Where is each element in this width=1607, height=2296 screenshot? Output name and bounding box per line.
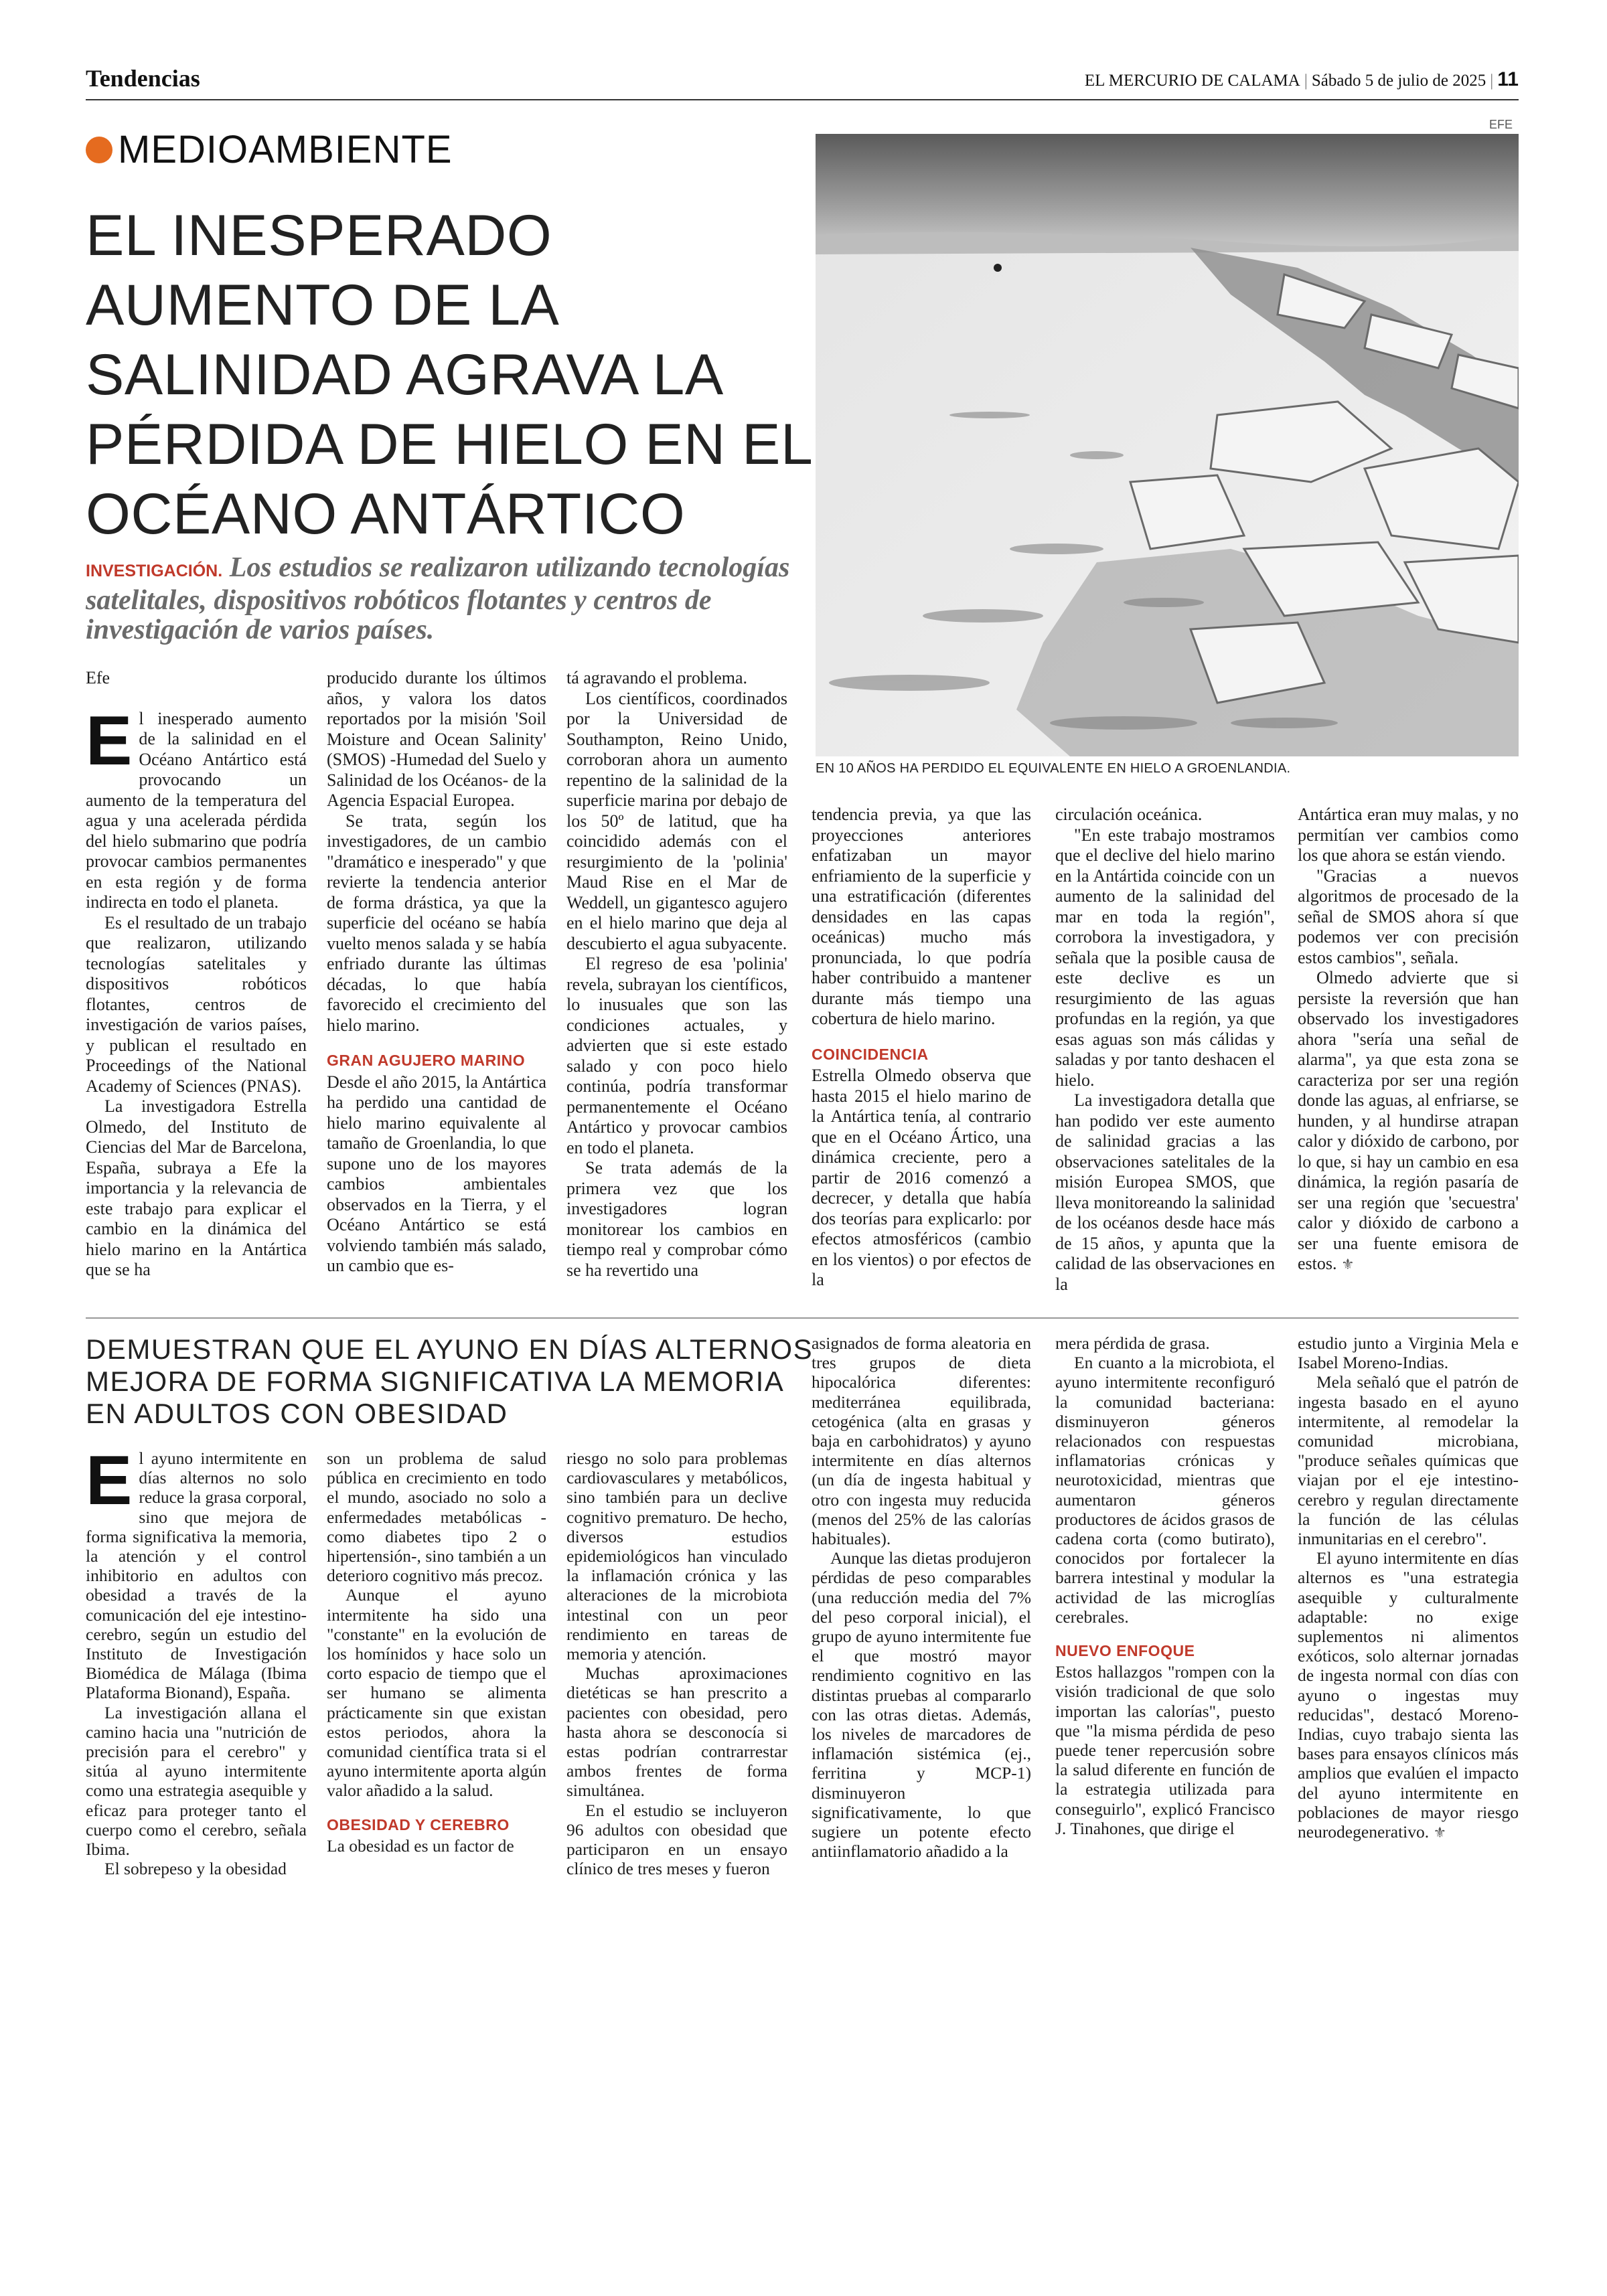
sea-ice-photo [816,134,1519,756]
article1-column-6 [1298,805,1519,1276]
article-lead [86,553,809,645]
article-divider [86,1317,1519,1319]
headline-line: PÉRDIDA DE HIELO EN EL [86,412,814,477]
end-of-article-icon: ⚜ [1341,1256,1355,1273]
subheading: GRAN AGUJERO MARINO [327,1052,526,1069]
headline-line: EL INESPERADO [86,203,552,268]
paragraph: Es el resultado de un trabajo que realizaron, utilizando tecnologías satelitales y dispositivos robóticos flotantes, centros de investigación de varios países, y publican el resultado en Proceedings of the National Academy of Sciences (PNAS). [86,912,307,1096]
article2-column-3 [566,1449,787,1878]
paragraph: mera pérdida de grasa. [1055,1333,1210,1353]
paragraph: tendencia previa, ya que las proyecciones anteriores enfatizaban un mayor enfriamiento de la superficie y una estratificación (diferentes densidades en las capas oceánicas) mucho más pronunciada, lo que podría haber contribuido a mantener durante más tiempo una cobertura de hielo marino. [812,805,1031,1028]
paragraph: El inesperado aumento de la salinidad en el Océano Antártico está provocando un aumento de la temperatura del agua y una acelerada pérdida del hielo submarino que podría provocar cambios permanentes en esta región y de forma indirecta en todo el planeta. [86,702,307,912]
article-headline [86,201,822,549]
paragraph: Se trata además de la primera vez que los investigadores logran monitorear los cambios en tiempo real y comprobar cómo se ha revertido una [566,1158,787,1280]
paragraph: "Gracias a nuevos algoritmos de procesado de la señal de SMOS ahora sí que podemos ver con precisión estos cambios", señala. [1298,866,1519,967]
paragraph: estudio junto a Virginia Mela e Isabel Moreno-Indias. [1298,1333,1519,1373]
article2-column-6 [1298,1333,1519,1843]
paragraph: En el estudio se incluyeron 96 adultos con obesidad que participaron en un ensayo clínico de tres meses y fueron [566,1800,787,1879]
subheading: NUEVO ENFOQUE [1055,1642,1195,1660]
masthead-info: EL MERCURIO DE CALAMA | Sábado 5 de julio de 2025 | 11 [1084,68,1519,90]
paragraph: Antártica eran muy malas, y no permitían ver cambios como los que ahora se están viendo. [1298,805,1519,865]
paragraph: Desde el año 2015, la Antártica ha perdido una cantidad de hielo marino equivalente al tamaño de Groenlandia, lo que supone uno de los mayores cambios ambientales observados en la Tierra, y el Océano Antártico se está volviendo también más salado, un cambio que es- [327,1072,546,1275]
drop-cap: E [86,702,133,780]
paragraph: Muchas aproximaciones dietéticas se han prescrito a pacientes con obesidad, pero hasta ahora se desconocía si estas podrían contrarrestar ambos frentes de forma simultánea. [566,1663,787,1801]
paragraph: Los científicos, coordinados por la Universidad de Southampton, Reino Unido, corroboran ahora un aumento repentino de la salinidad de la superficie marina por debajo de los 50º de latitud, que ha coincidido además con el resurgimiento de la 'polinia' Maud Rise en el Mar de Weddell, un gigantesco agujero en el hielo marino que deja al descubierto el agua subyacente. [566,688,787,953]
paragraph: "En este trabajo mostramos que el declive del hielo marino en la Antártida coincide con un aumento de la salinidad del mar en toda la región", corrobora la investigadora, y señala que la posible causa de este declive es un resurgimiento de las aguas profundas en la región, ya que esas aguas son más cálidas y saladas y por tanto deshacen el hielo. [1055,825,1275,1090]
page-number: 11 [1497,68,1519,90]
headline-line: SALINIDAD AGRAVA LA [86,343,724,407]
article1-column-5 [1055,805,1275,1295]
paragraph: tá agravando el problema. [566,668,747,687]
header-rule [86,99,1519,100]
article1-column-3 [566,668,787,1281]
paragraph: La investigación allana el camino hacia una "nutrición de precisión para el cerebro" y sitúa al ayuno intermitente como una estrategia asequible y eficaz para proteger tanto el cuerpo como el cerebro, señala Ibima. [86,1702,307,1860]
headline-line: DEMUESTRAN QUE EL AYUNO EN DÍAS ALTERNOS [86,1333,814,1365]
paragraph: La investigadora detalla que han podido ver este aumento de salinidad gracias a las observaciones satelitales de la misión Europea SMOS, que lleva monitoreando la salinidad de los océanos desde hace más de 15 años, y apunta que la calidad de las observaciones en la [1055,1090,1275,1294]
article2-column-2 [327,1449,546,1856]
paragraph: Mela señaló que el patrón de ingesta basado en el ayuno intermitente, al remodelar la comunidad microbiana, "produce señales químicas que viajan por el eje intestino-cerebro y regulan directamente la función de las células inmunitarias en el cerebro". [1298,1372,1519,1549]
paragraph: La obesidad es un factor de [327,1835,514,1856]
article1-column-2 [327,668,546,1277]
subheading: COINCIDENCIA [812,1045,929,1063]
kicker-dot-icon [86,137,112,163]
article1-column-4 [812,805,1031,1291]
newspaper-name: EL MERCURIO DE CALAMA [1084,72,1300,90]
paragraph: son un problema de salud pública en crecimiento en todo el mundo, asociado no solo a enfermedades metabólicas -como diabetes tipo 2 o hipertensión-, sino también a un deterioro cognitivo más precoz. [327,1449,546,1586]
paragraph: El ayuno intermitente en días alternos es "una estrategia asequible y culturalmente adaptable: no exige suplementos ni alimentos exóticos, solo alternar jornadas de ingesta normal con días con ayuno o ingestas muy reducidas", destacó Moreno-Indias, cuyo trabajo sienta las bases para ensayos clínicos más amplios que evalúen el impacto del ayuno intermitente en poblaciones de mayor riesgo neurodegenerativo. ⚜ [1298,1548,1519,1842]
paragraph: En cuanto a la microbiota, el ayuno intermitente reconfiguró la comunidad bacteriana: disminuyeron géneros relacionados con respuestas inflamatorias crónicas y neurotoxicidad, mientras que aumentaron géneros productores de ácidos grasos de cadena corta (como butirato), conocidos por fortalecer la barrera intestinal y modular la actividad de las microglías cerebrales. [1055,1353,1275,1627]
paragraph: La investigadora Estrella Olmedo, del Instituto de Ciencias del Mar de Barcelona, España, subraya a Efe la importancia y la relevancia de este trabajo para explicar el cambio en la dinámica del hielo marino en la Antártica que se ha [86,1096,307,1279]
lead-kicker: INVESTIGACIÓN. [86,562,223,580]
end-of-article-icon: ⚜ [1433,1825,1447,1842]
article2-headline [86,1333,822,1430]
article1-column-1 [86,668,307,1281]
paragraph: circulación oceánica. [1055,805,1203,824]
headline-line: EN ADULTOS CON OBESIDAD [86,1398,508,1429]
headline-line: OCÉANO ANTÁRTICO [86,482,686,546]
kicker-label: MEDIOAMBIENTE [118,128,453,171]
section-label: Tendencias [86,65,200,92]
paragraph: Estos hallazgos "rompen con la visión tradicional de que solo importan las calorías", puesto que "la misma pérdida de peso puede tener repercusión sobre la salud diferente en función de la estrategia utilizada para conseguirlo", explicó Francisco J. Tinahones, que dirige el [1055,1662,1275,1838]
paragraph: El regreso de esa 'polinia' revela, subrayan los científicos, lo inusuales que son las condiciones actuales, y advierten que si este estado salado y con poco hielo continúa, podría transformar permanentemente el Océano Antártico y provocar cambios en todo el planeta. [566,954,787,1157]
photo-caption: EN 10 AÑOS HA PERDIDO EL EQUIVALENTE EN HIELO A GROENLANDIA. [816,761,1291,776]
paragraph: El ayuno intermitente en días alternos no solo reduce la grasa corporal, sino que mejora de forma significativa la memoria, la atención y el control inhibitorio en adultos con obesidad a través de la comunicación del eje intestino-cerebro, según un estudio del Instituto de Investigación Biomédica de Málaga (Ibima Plataforma Bionand), España. [86,1442,307,1703]
headline-line: AUMENTO DE LA [86,273,560,337]
paragraph: Estrella Olmedo observa que hasta 2015 el hielo marino de la Antártica tenía, al contrario que en el Océano Ártico, una dinámica creciente, pero a partir de 2016 comenzó a decrecer, y detalla que había dos teorías para explicarlo: por efectos atmosféricos (cambio en los vientos) o por efectos de la [812,1066,1031,1289]
byline: Efe [86,668,110,687]
paragraph: Olmedo advierte que si persiste la reversión que han observado los investigadores ahora "sería una señal de alarma", ya que esta zona se caracteriza por ser una región donde las aguas, al enfriarse, se hunden, y al hundirse atrapan calor y dióxido de carbono, por lo que, si hay un cambio en esa dinámica, la región pasaría de ser una región que 'secuestra' calor y dióxido de carbono a ser una fuente emisora de estos. ⚜ [1298,968,1519,1273]
paragraph: asignados de forma aleatoria en tres grupos de dieta hipocalórica diferentes: mediterránea equilibrada, cetogénica (alta en grasas y baja en carbohidratos) y ayuno intermitente en días alternos (un día de ingesta habitual y otro con ingesta muy reducida (menos del 25% de las calorías habituales). [812,1333,1031,1549]
publication-date: Sábado 5 de julio de 2025 [1311,72,1486,90]
drop-cap: E [86,1442,133,1520]
paragraph: producido durante los últimos años, y valora los datos reportados por la misión 'Soil Moisture and Ocean Salinity' (SMOS) -Humedad del Suelo y Salinidad de los Océanos- de la Agencia Espacial Europea. [327,668,546,810]
article2-column-5 [1055,1333,1275,1838]
paragraph: Aunque el ayuno intermitente ha sido una "constante" en la evolución de los homínidos y hace solo un corto espacio de tiempo que el ser humano se alimenta prácticamente sin que existan estos periodos, ahora la comunidad científica trata si el ayuno intermitente aporta algún valor añadido a la salud. [327,1585,546,1801]
photo-credit: EFE [1489,118,1513,131]
article2-column-1 [86,1442,307,1879]
subheading: OBESIDAD Y CEREBRO [327,1815,510,1833]
article-kicker [86,127,453,172]
paragraph: Aunque las dietas produjeron pérdidas de peso comparables (una reducción media del 7% del peso corporal inicial), el grupo de ayuno intermitente fue el que mostró mayor rendimiento cognitivo en las distintas pruebas al compararlo con las otras dietas. Además, los niveles de marcadores de inflamación sistémica (ej., ferritina y MCP-1) disminuyeron significativamente, lo que sugiere un potente efecto antiinflamatorio añadido a la [812,1548,1031,1862]
lead-text: Los estudios se realizaron utilizando tecnologías satelitales, dispositivos robóticos flotantes y centros de investigación de varios países. [86,552,790,645]
paragraph: El sobrepeso y la obesidad [104,1859,287,1879]
paragraph: riesgo no solo para problemas cardiovasculares y metabólicos, sino también para un declive cognitivo prematuro. De hecho, diversos estudios epidemiológicos han vinculado la inflamación crónica y las alteraciones de la microbiota intestinal con un peor rendimiento en tareas de memoria y atención. [566,1449,787,1664]
paragraph: Se trata, según los investigadores, de un cambio "dramático e inesperado" y que revierte la tendencia anterior de forma drástica, ya que la superficie del océano se había vuelto menos salada y se había enfriado durante las últimas décadas, lo que había favorecido el crecimiento del hielo marino. [327,811,546,1035]
headline-line: MEJORA DE FORMA SIGNIFICATIVA LA MEMORIA [86,1366,785,1397]
article2-column-4 [812,1333,1031,1861]
